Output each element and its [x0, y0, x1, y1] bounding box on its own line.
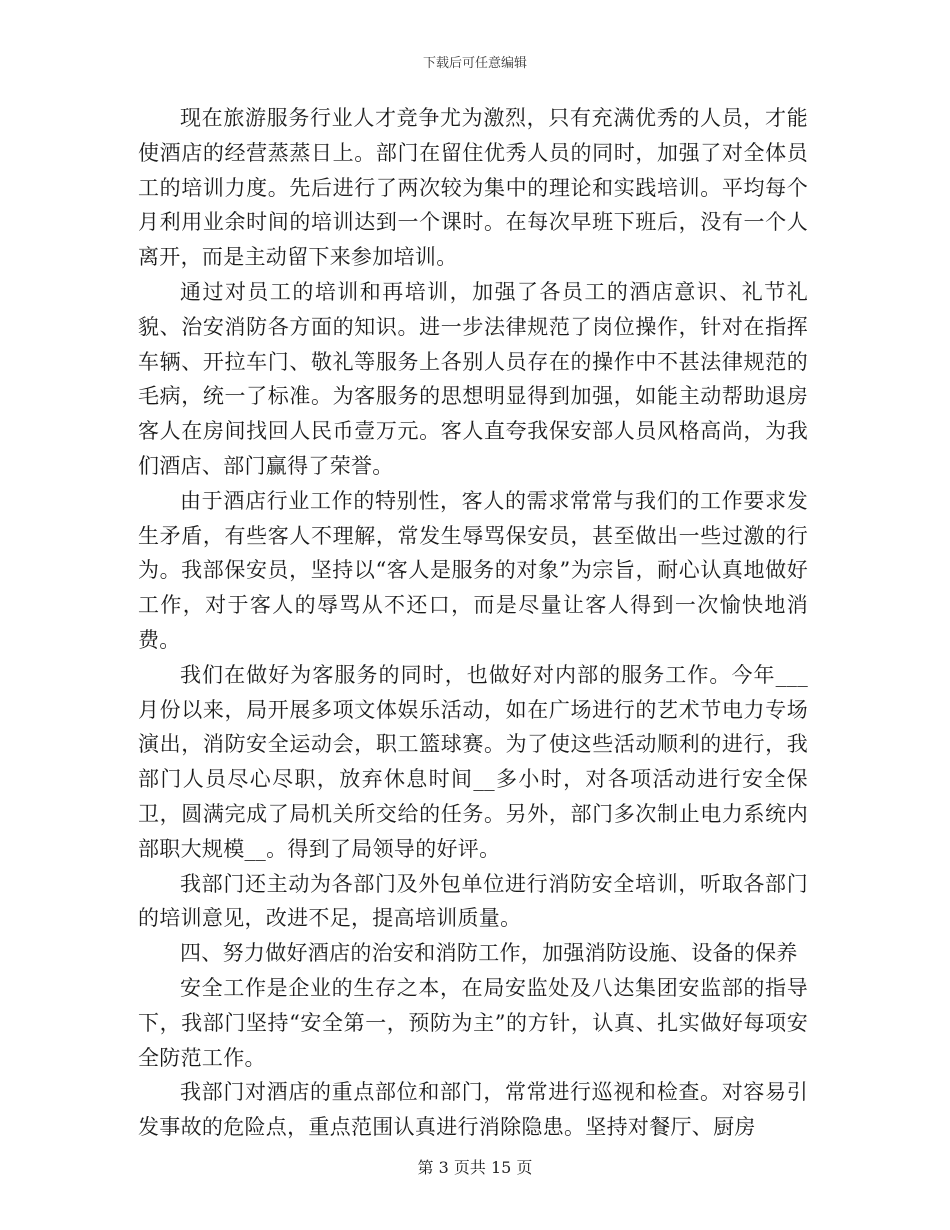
paragraph-inspection: 我部门对酒店的重点部位和部门，常常进行巡视和检查。对容易引发事故的危险点，重点范围认真进行消除隐患。坚持对餐厅、厨房	[138, 1080, 808, 1140]
paragraph-internal-service: 我们在做好为客服务的同时，也做好对内部的服务工作。今年___月份以来，局开展多项文体娱乐活动，如在广场进行的艺术节电力专场演出，消防安全运动会，职工篮球赛。为了使这些活动顺利的进行，我部门人员尽心尽职，放弃休息时间__多小时，对各项活动进行安全保卫，圆满完成了局机关所交给的任务。另外，部门多次制止电力系统内部职大规模__。得到了局领导的好评。	[138, 662, 808, 861]
section-heading-security: 四、努力做好酒店的治安和消防工作，加强消防设施、设备的保养	[180, 941, 798, 966]
document-body	[138, 101, 808, 1145]
paragraph-fire-training: 我部门还主动为各部门及外包单位进行消防安全培训，听取各部门的培训意见，改进不足，提高培训质量。	[138, 871, 808, 931]
paragraph-retraining: 通过对员工的培训和再培训，加强了各员工的酒店意识、礼节礼貌、治安消防各方面的知识。进一步法律规范了岗位操作，针对在指挥车辆、开拉车门、敬礼等服务上各别人员存在的操作中不甚法律规范的毛病，统一了标准。为客服务的思想明显得到加强，如能主动帮助退房客人在房间找回人民币壹万元。客人直夸我保安部人员风格高尚，为我们酒店、部门赢得了荣誉。	[138, 279, 808, 478]
page-header: 下载后可任意编辑	[422, 56, 527, 71]
paragraph-training: 现在旅游服务行业人才竞争尤为激烈，只有充满优秀的人员，才能使酒店的经营蒸蒸日上。部门在留住优秀人员的同时，加强了对全体员工的培训力度。先后进行了两次较为集中的理论和实践培训。平均每个月利用业余时间的培训达到一个课时。在每次早班下班后，没有一个人离开，而是主动留下来参加培训。	[138, 106, 808, 270]
paragraph-safety-policy: 安全工作是企业的生存之本，在局安监处及八达集团安监部的指导下，我部门坚持“安全第一，预防为主”的方针，认真、扎实做好每项安全防范工作。	[138, 975, 808, 1070]
paragraph-guest-conflict: 由于酒店行业工作的特别性，客人的需求常常与我们的工作要求发生矛盾，有些客人不理解，常发生辱骂保安员，甚至做出一些过激的行为。我部保安员，坚持以“客人是服务的对象”为宗旨，耐心认真地做好工作，对于客人的辱骂从不还口，而是尽量让客人得到一次愉快地消费。	[138, 488, 808, 652]
page-footer: 第 3 页共 15 页	[417, 1158, 533, 1177]
